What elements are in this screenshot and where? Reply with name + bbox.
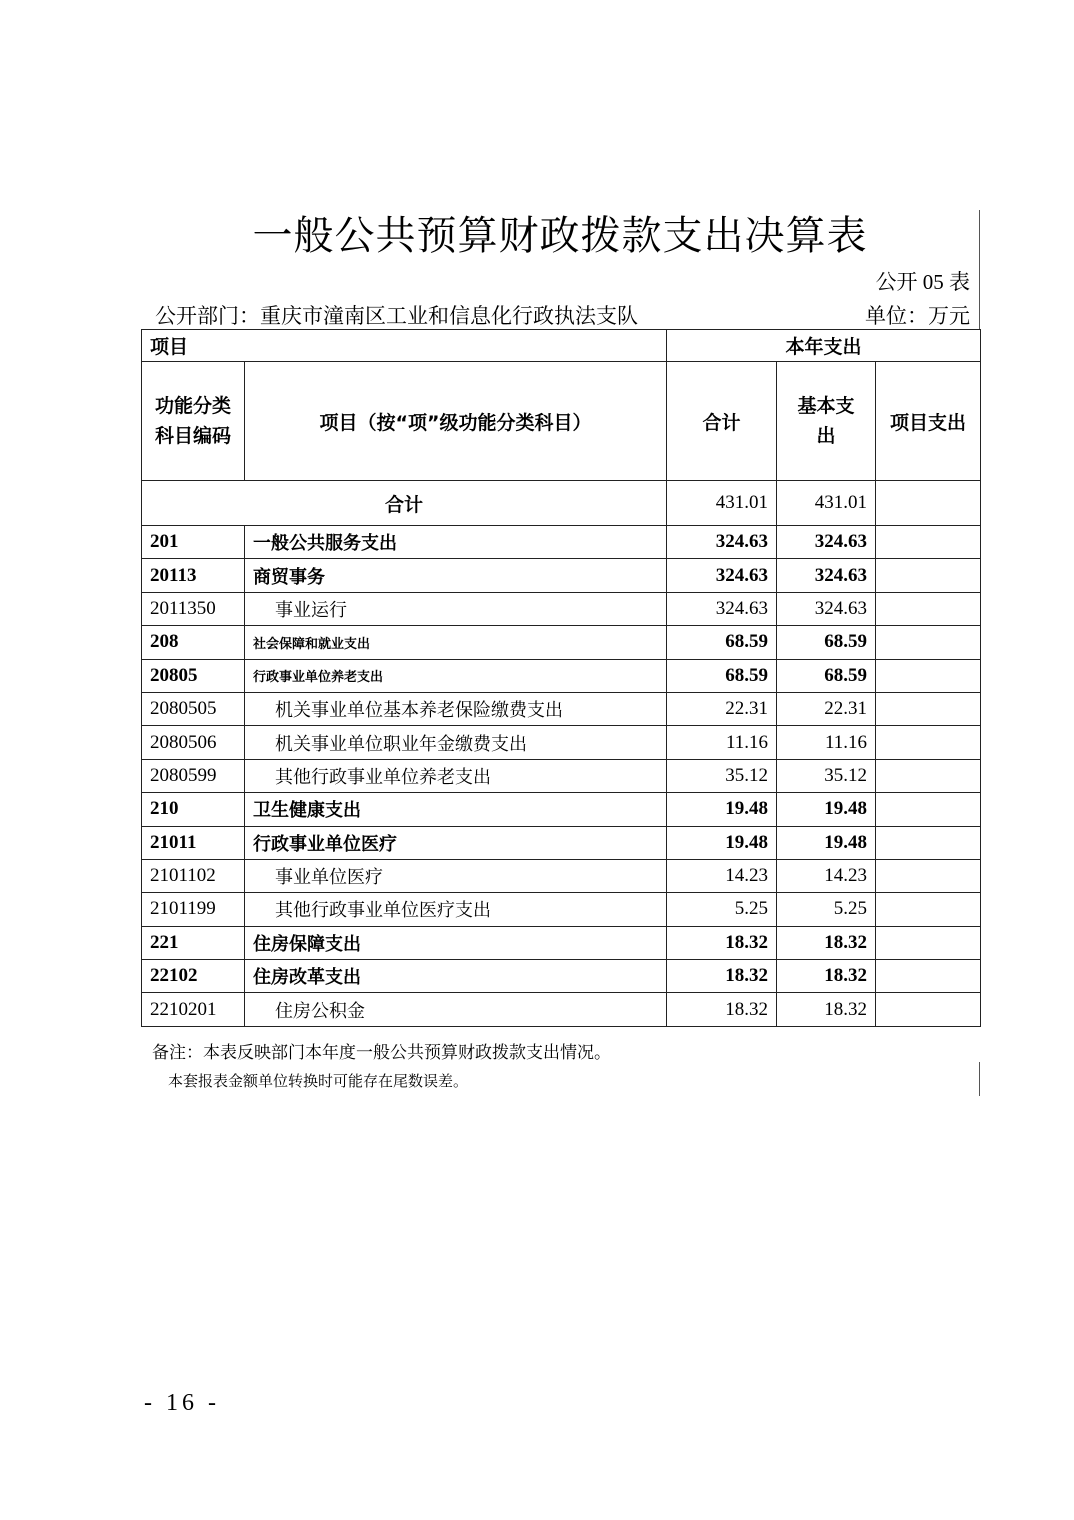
row-project bbox=[876, 993, 981, 1026]
row-project bbox=[876, 726, 981, 759]
header-total: 合计 bbox=[667, 362, 777, 481]
table-row bbox=[142, 759, 981, 792]
row-total: 324.63 bbox=[667, 526, 777, 559]
row-basic: 324.63 bbox=[777, 592, 876, 625]
row-total: 18.32 bbox=[667, 926, 777, 959]
row-basic: 68.59 bbox=[777, 626, 876, 659]
header-basic-line-2: 出 bbox=[816, 425, 836, 447]
row-project bbox=[876, 692, 981, 725]
row-name: 行政事业单位医疗 bbox=[245, 826, 667, 859]
row-total: 18.32 bbox=[667, 993, 777, 1026]
row-basic: 19.48 bbox=[777, 793, 876, 826]
row-basic: 5.25 bbox=[777, 893, 876, 926]
page-title: 一般公共预算财政拨款支出决算表 bbox=[252, 213, 868, 259]
table-row bbox=[142, 559, 981, 592]
row-name: 商贸事务 bbox=[245, 559, 667, 592]
header-code-line-2: 科目编码 bbox=[154, 425, 231, 447]
row-total: 22.31 bbox=[667, 692, 777, 725]
row-total: 324.63 bbox=[667, 559, 777, 592]
row-total: 68.59 bbox=[667, 626, 777, 659]
header-row-1 bbox=[142, 330, 981, 362]
row-basic: 19.48 bbox=[777, 826, 876, 859]
row-total: 19.48 bbox=[667, 793, 777, 826]
row-basic: 18.32 bbox=[777, 960, 876, 993]
row-basic: 14.23 bbox=[777, 859, 876, 892]
row-name: 其他行政事业单位养老支出 bbox=[245, 759, 667, 792]
header-code-line-1: 功能分类 bbox=[154, 395, 231, 417]
page-number: - 16 - bbox=[144, 1390, 220, 1416]
note-line-2: 本套报表金额单位转换时可能存在尾数误差。 bbox=[168, 1072, 469, 1090]
table-row bbox=[142, 826, 981, 859]
row-total: 11.16 bbox=[667, 726, 777, 759]
row-project bbox=[876, 960, 981, 993]
row-name: 事业运行 bbox=[245, 592, 667, 625]
header-current-year: 本年支出 bbox=[667, 330, 981, 362]
row-code: 2101102 bbox=[142, 859, 245, 892]
row-name: 机关事业单位基本养老保险缴费支出 bbox=[245, 692, 667, 725]
row-total: 14.23 bbox=[667, 859, 777, 892]
header-project: 项目支出 bbox=[876, 362, 981, 481]
row-code: 21011 bbox=[142, 826, 245, 859]
row-code: 20113 bbox=[142, 559, 245, 592]
table-number: 公开 05 表 bbox=[875, 270, 970, 294]
row-code: 2080505 bbox=[142, 692, 245, 725]
table-row bbox=[142, 626, 981, 659]
total-row bbox=[142, 481, 981, 526]
row-project bbox=[876, 592, 981, 625]
table-row bbox=[142, 960, 981, 993]
table-row bbox=[142, 659, 981, 692]
row-name: 事业单位医疗 bbox=[245, 859, 667, 892]
row-basic: 22.31 bbox=[777, 692, 876, 725]
department-label: 公开部门：重庆市潼南区工业和信息化行政执法支队 bbox=[155, 304, 638, 328]
row-name: 住房公积金 bbox=[245, 993, 667, 1026]
table-row bbox=[142, 592, 981, 625]
header-name: 项目（按“项”级功能分类科目） bbox=[245, 362, 667, 481]
row-name: 一般公共服务支出 bbox=[245, 526, 667, 559]
row-project bbox=[876, 626, 981, 659]
row-code: 2101199 bbox=[142, 893, 245, 926]
row-project bbox=[876, 759, 981, 792]
total-amount: 431.01 bbox=[667, 481, 777, 526]
row-total: 19.48 bbox=[667, 826, 777, 859]
row-code: 2080599 bbox=[142, 759, 245, 792]
table-row bbox=[142, 726, 981, 759]
row-project bbox=[876, 893, 981, 926]
row-basic: 68.59 bbox=[777, 659, 876, 692]
header-basic bbox=[777, 362, 876, 481]
row-code: 2210201 bbox=[142, 993, 245, 1026]
row-name: 行政事业单位养老支出 bbox=[245, 659, 667, 692]
row-name: 社会保障和就业支出 bbox=[245, 626, 667, 659]
table-row bbox=[142, 793, 981, 826]
unit-label: 单位：万元 bbox=[865, 304, 970, 328]
total-basic: 431.01 bbox=[777, 481, 876, 526]
row-name: 其他行政事业单位医疗支出 bbox=[245, 893, 667, 926]
row-basic: 18.32 bbox=[777, 993, 876, 1026]
row-total: 18.32 bbox=[667, 960, 777, 993]
total-project bbox=[876, 481, 981, 526]
expenditure-table bbox=[141, 329, 981, 1027]
row-basic: 18.32 bbox=[777, 926, 876, 959]
table-row bbox=[142, 526, 981, 559]
row-name: 机关事业单位职业年金缴费支出 bbox=[245, 726, 667, 759]
row-basic: 35.12 bbox=[777, 759, 876, 792]
row-code: 2011350 bbox=[142, 592, 245, 625]
row-project bbox=[876, 659, 981, 692]
table-row bbox=[142, 926, 981, 959]
row-name: 住房保障支出 bbox=[245, 926, 667, 959]
row-code: 2080506 bbox=[142, 726, 245, 759]
row-basic: 324.63 bbox=[777, 559, 876, 592]
row-total: 68.59 bbox=[667, 659, 777, 692]
row-code: 22102 bbox=[142, 960, 245, 993]
header-row-2 bbox=[142, 362, 981, 481]
row-basic: 11.16 bbox=[777, 726, 876, 759]
table-row bbox=[142, 993, 981, 1026]
row-total: 324.63 bbox=[667, 592, 777, 625]
row-code: 201 bbox=[142, 526, 245, 559]
table-row bbox=[142, 893, 981, 926]
row-project bbox=[876, 826, 981, 859]
table-row bbox=[142, 859, 981, 892]
row-project bbox=[876, 526, 981, 559]
row-code: 20805 bbox=[142, 659, 245, 692]
header-item: 项目 bbox=[142, 330, 667, 362]
row-project bbox=[876, 926, 981, 959]
row-code: 210 bbox=[142, 793, 245, 826]
row-project bbox=[876, 793, 981, 826]
row-code: 208 bbox=[142, 626, 245, 659]
header-code bbox=[142, 362, 245, 481]
bottom-right-rule bbox=[979, 1062, 980, 1096]
table-row bbox=[142, 692, 981, 725]
header-basic-line-1: 基本支 bbox=[797, 395, 855, 417]
row-basic: 324.63 bbox=[777, 526, 876, 559]
row-code: 221 bbox=[142, 926, 245, 959]
row-total: 35.12 bbox=[667, 759, 777, 792]
total-label: 合计 bbox=[142, 481, 667, 526]
note-line-1: 备注：本表反映部门本年度一般公共预算财政拨款支出情况。 bbox=[152, 1043, 611, 1063]
row-project bbox=[876, 559, 981, 592]
row-name: 住房改革支出 bbox=[245, 960, 667, 993]
row-name: 卫生健康支出 bbox=[245, 793, 667, 826]
row-project bbox=[876, 859, 981, 892]
row-total: 5.25 bbox=[667, 893, 777, 926]
